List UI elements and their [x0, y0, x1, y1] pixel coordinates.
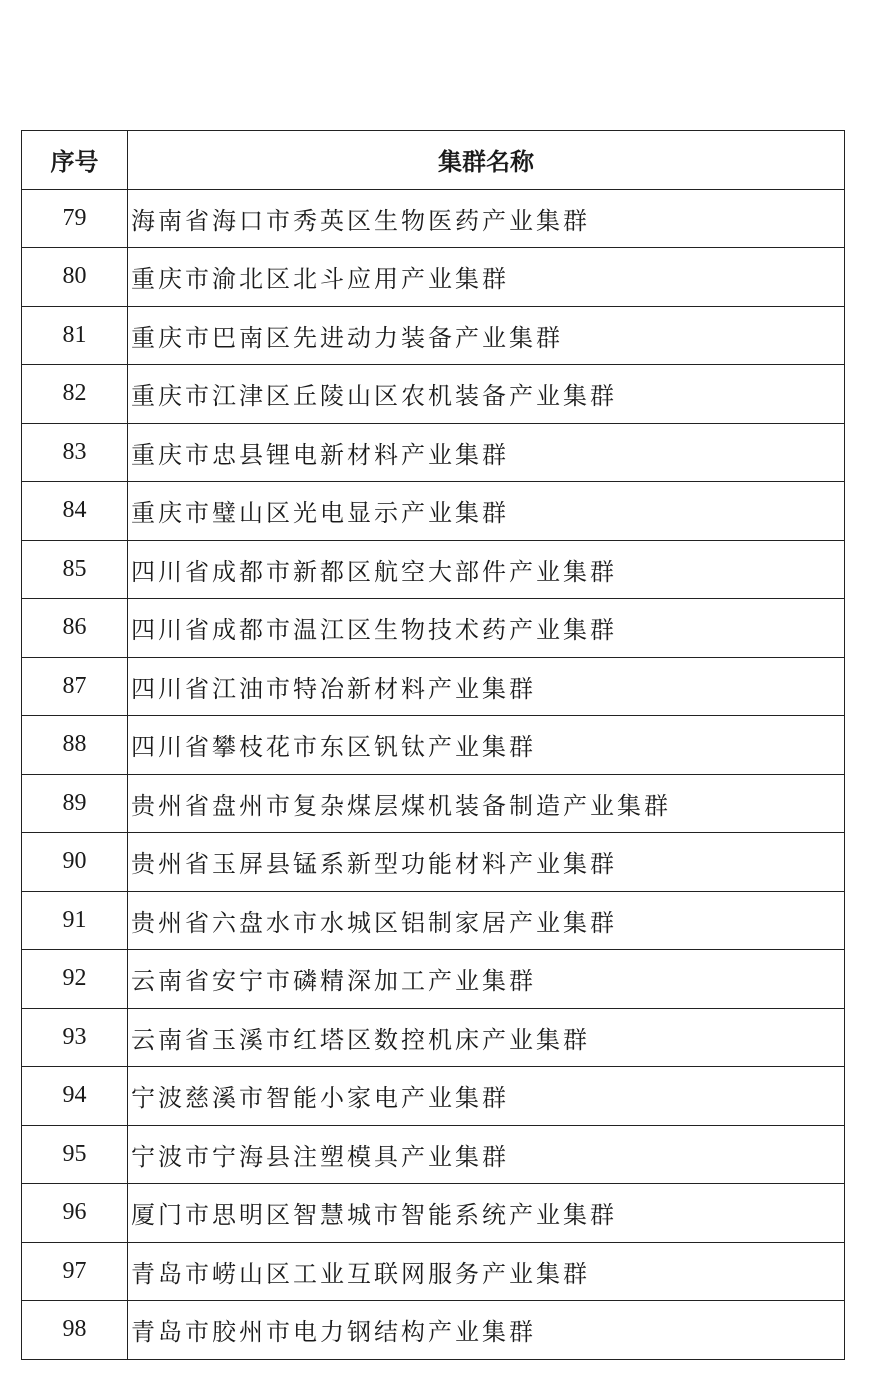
row-number: 92 — [22, 950, 128, 1009]
row-number: 93 — [22, 1008, 128, 1067]
table-row — [22, 891, 845, 950]
table-row — [22, 306, 845, 365]
row-number: 85 — [22, 540, 128, 599]
row-number: 96 — [22, 1184, 128, 1243]
table-row — [22, 1067, 845, 1126]
cluster-name: 四川省成都市新都区航空大部件产业集群 — [128, 540, 845, 599]
row-number: 83 — [22, 423, 128, 482]
cluster-name: 贵州省玉屏县锰系新型功能材料产业集群 — [128, 833, 845, 892]
row-number: 82 — [22, 365, 128, 424]
header-name: 集群名称 — [128, 131, 845, 190]
row-number: 88 — [22, 716, 128, 775]
cluster-name: 重庆市巴南区先进动力装备产业集群 — [128, 306, 845, 365]
cluster-name: 云南省安宁市磷精深加工产业集群 — [128, 950, 845, 1009]
row-number: 84 — [22, 482, 128, 541]
table-row — [22, 599, 845, 658]
header-number: 序号 — [22, 131, 128, 190]
cluster-name: 宁波市宁海县注塑模具产业集群 — [128, 1125, 845, 1184]
cluster-name: 重庆市忠县锂电新材料产业集群 — [128, 423, 845, 482]
row-number: 91 — [22, 891, 128, 950]
cluster-name: 云南省玉溪市红塔区数控机床产业集群 — [128, 1008, 845, 1067]
row-number: 87 — [22, 657, 128, 716]
cluster-name: 青岛市崂山区工业互联网服务产业集群 — [128, 1242, 845, 1301]
table-row — [22, 189, 845, 248]
table-row — [22, 716, 845, 775]
table-row — [22, 248, 845, 307]
cluster-name: 贵州省六盘水市水城区铝制家居产业集群 — [128, 891, 845, 950]
table-row — [22, 950, 845, 1009]
row-number: 80 — [22, 248, 128, 307]
table-row — [22, 423, 845, 482]
table-row — [22, 1242, 845, 1301]
row-number: 89 — [22, 774, 128, 833]
table-row — [22, 1301, 845, 1360]
cluster-name: 重庆市渝北区北斗应用产业集群 — [128, 248, 845, 307]
cluster-name: 重庆市江津区丘陵山区农机装备产业集群 — [128, 365, 845, 424]
row-number: 86 — [22, 599, 128, 658]
table-row — [22, 1184, 845, 1243]
table-row — [22, 833, 845, 892]
cluster-name: 宁波慈溪市智能小家电产业集群 — [128, 1067, 845, 1126]
cluster-name: 四川省攀枝花市东区钒钛产业集群 — [128, 716, 845, 775]
cluster-name: 重庆市璧山区光电显示产业集群 — [128, 482, 845, 541]
row-number: 95 — [22, 1125, 128, 1184]
cluster-name: 厦门市思明区智慧城市智能系统产业集群 — [128, 1184, 845, 1243]
row-number: 98 — [22, 1301, 128, 1360]
table-row — [22, 657, 845, 716]
cluster-name: 贵州省盘州市复杂煤层煤机装备制造产业集群 — [128, 774, 845, 833]
cluster-name: 海南省海口市秀英区生物医药产业集群 — [128, 189, 845, 248]
table-header — [22, 131, 845, 190]
row-number: 97 — [22, 1242, 128, 1301]
table-row — [22, 1125, 845, 1184]
table-row — [22, 540, 845, 599]
table-row — [22, 365, 845, 424]
cluster-name: 四川省江油市特冶新材料产业集群 — [128, 657, 845, 716]
header-row — [22, 131, 845, 190]
cluster-name: 四川省成都市温江区生物技术药产业集群 — [128, 599, 845, 658]
row-number: 81 — [22, 306, 128, 365]
table-row — [22, 482, 845, 541]
table-row — [22, 774, 845, 833]
row-number: 94 — [22, 1067, 128, 1126]
cluster-name: 青岛市胶州市电力钢结构产业集群 — [128, 1301, 845, 1360]
table-row — [22, 1008, 845, 1067]
row-number: 79 — [22, 189, 128, 248]
cluster-list-table — [21, 130, 845, 1360]
row-number: 90 — [22, 833, 128, 892]
table-body — [22, 189, 845, 1359]
